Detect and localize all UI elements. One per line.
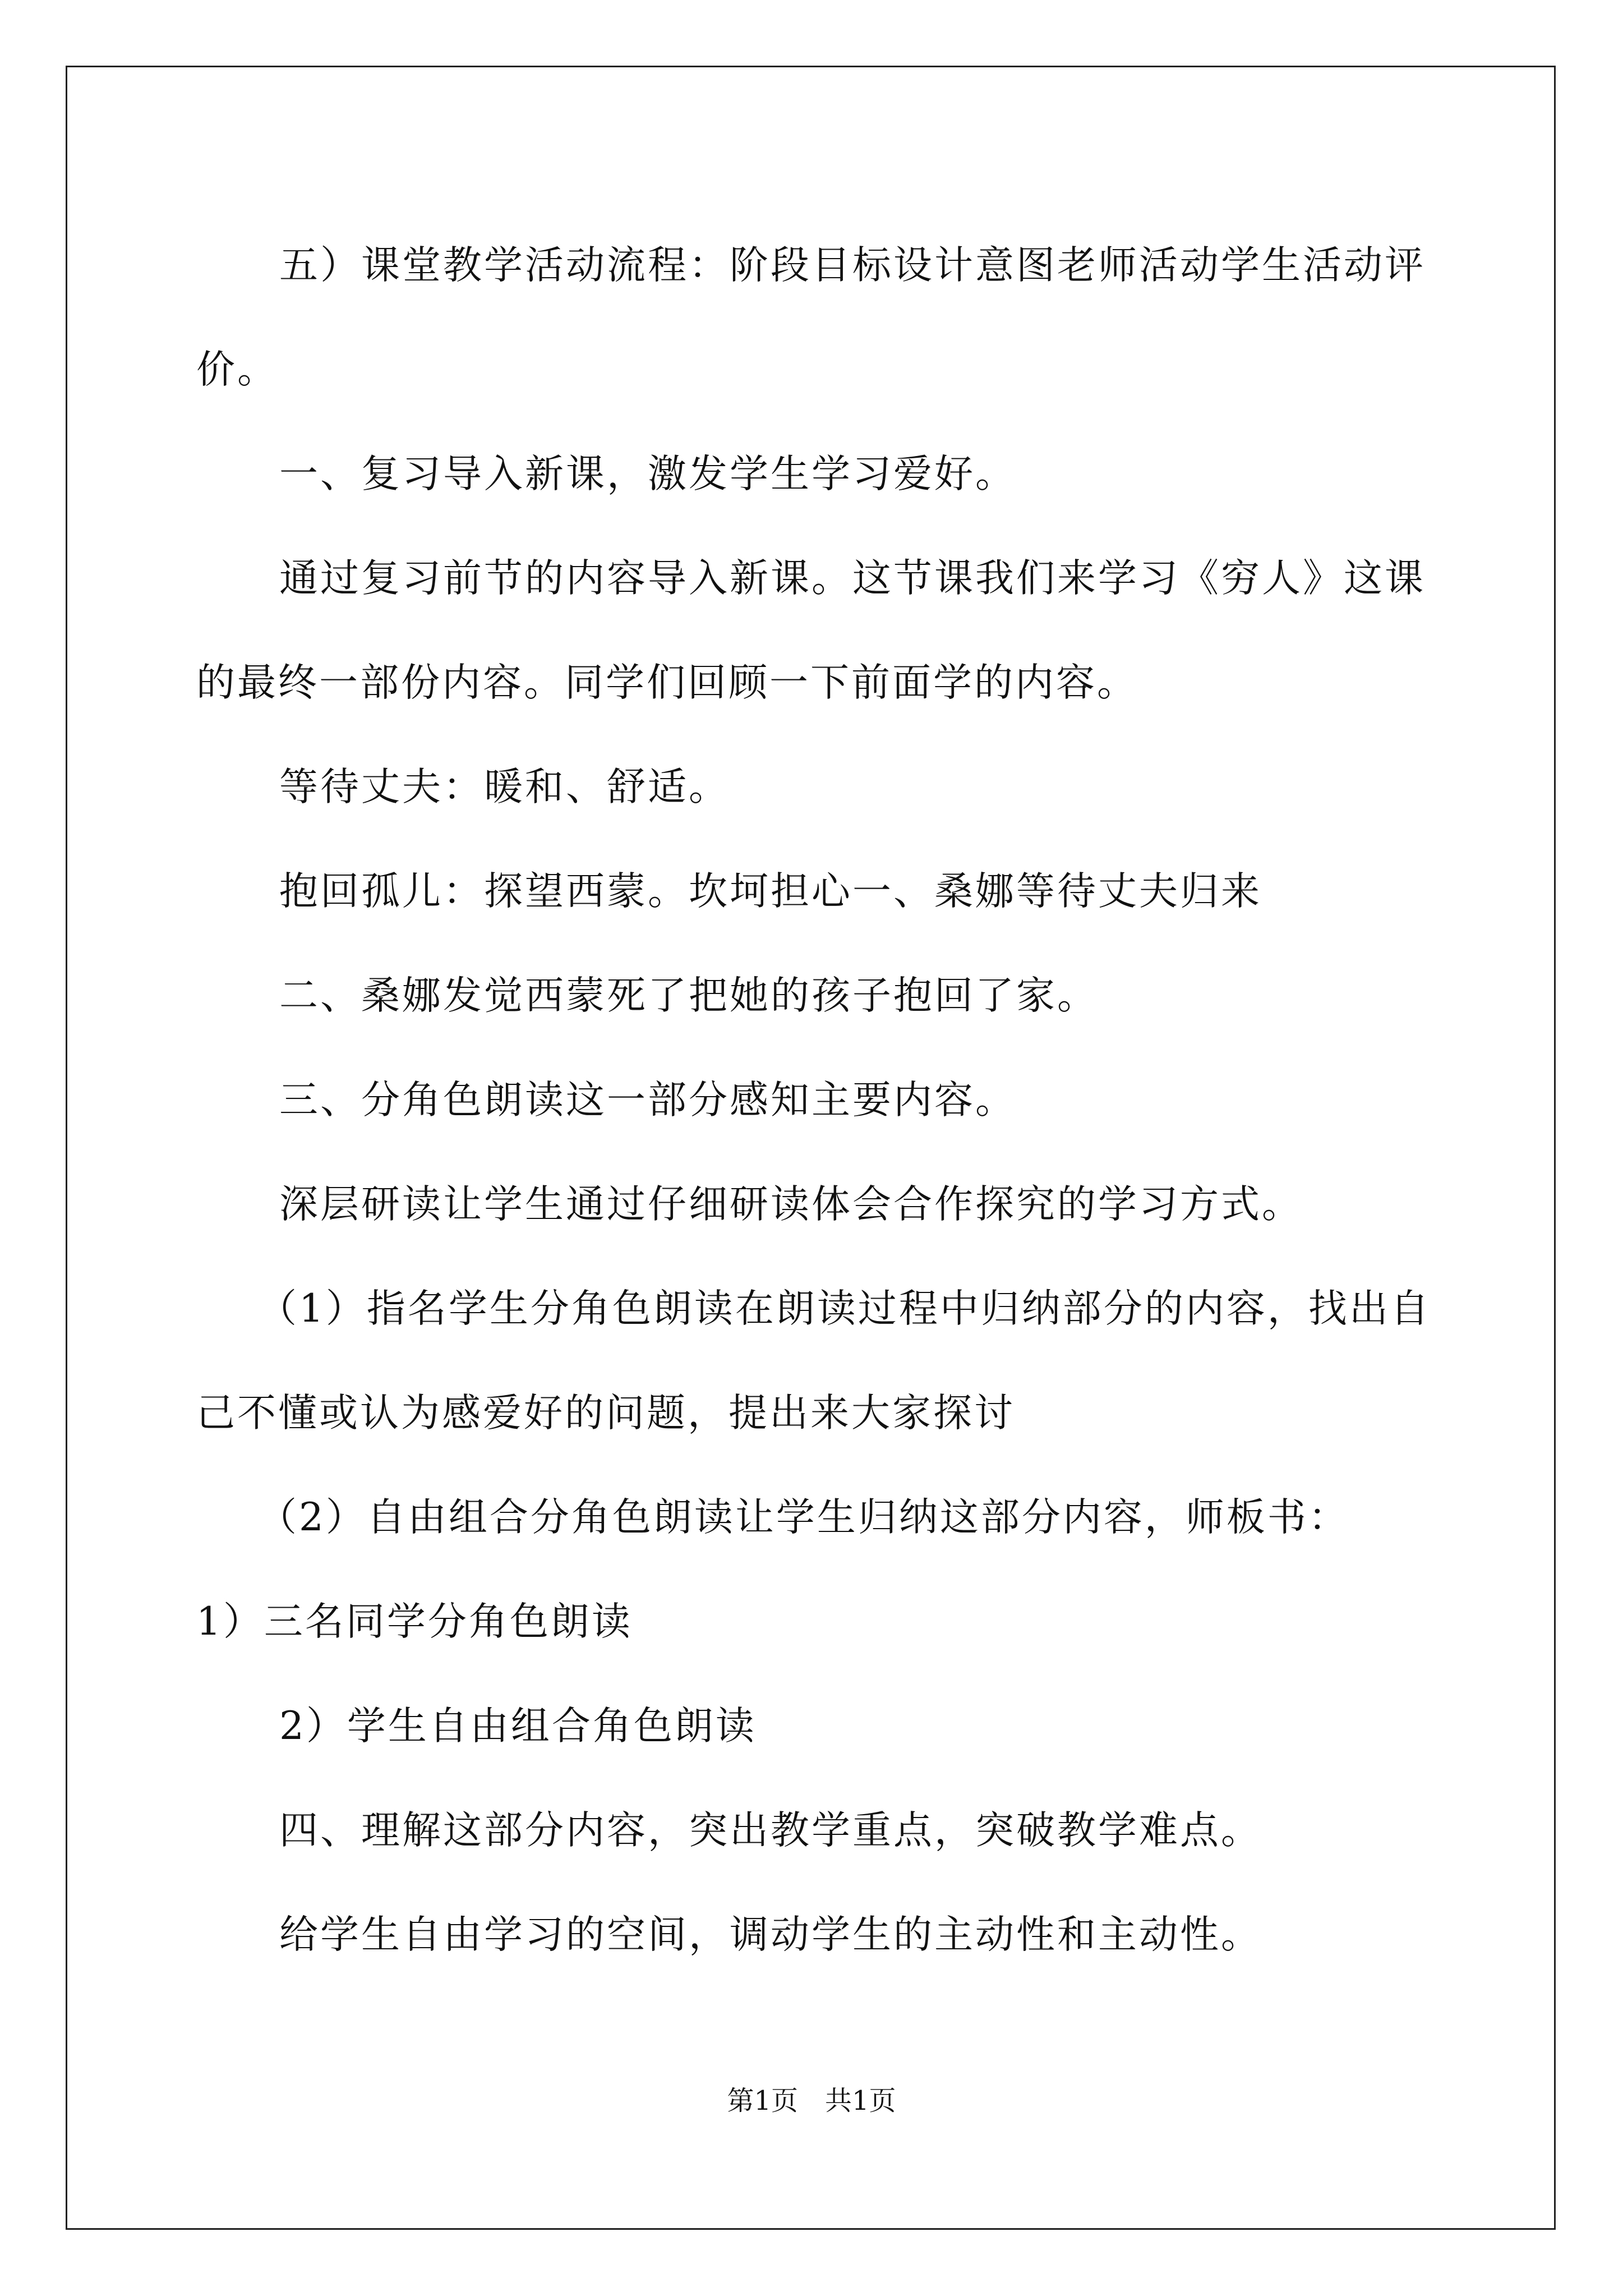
paragraph-line: 三、分角色朗读这一部分感知主要内容。 [279,1078,1016,1122]
paragraph-line: 等待丈夫：暖和、舒适。 [279,765,730,809]
paragraph-line: 深层研读让学生通过仔细研读体会合作探究的学习方式。 [279,1182,1303,1227]
paragraph-line: 通过复习前节的内容导入新课。这节课我们来学习《穷人》这课 [279,556,1426,601]
document-body [196,213,1430,1987]
paragraph-line: 一、复习导入新课，激发学生学习爱好。 [279,452,1016,496]
paragraph-line: 价。 [196,347,278,392]
paragraph-line: 四、理解这部分内容，突出教学重点，突破教学难点。 [279,1808,1262,1853]
paragraph-line: （2）自由组合分角色朗读让学生归纳这部分内容，师板书： [258,1495,1349,1540]
paragraph-line: 抱回孤儿：探望西蒙。坎坷担心一、桑娜等待丈夫归来 [279,869,1262,914]
paragraph-line: 二、桑娜发觉西蒙死了把她的孩子抱回了家。 [279,973,1098,1018]
paragraph-line: 五）课堂教学活动流程：阶段目标设计意图老师活动学生活动评 [279,243,1426,288]
paragraph-line: 1）三名同学分角色朗读 [196,1599,633,1644]
paragraph-line: 给学生自由学习的空间，调动学生的主动性和主动性。 [279,1912,1262,1957]
paragraph-line: （1）指名学生分角色朗读在朗读过程中归纳部分的内容，找出自 [258,1286,1431,1331]
page-number: 第1页 共1页 [727,2085,896,2116]
paragraph-line: 的最终一部份内容。同学们回顾一下前面学的内容。 [196,660,1138,705]
paragraph-line: 己不懂或认为感爱好的问题，提出来大家探讨 [196,1391,1015,1435]
paragraph-line: 2）学生自由组合角色朗读 [279,1704,757,1749]
